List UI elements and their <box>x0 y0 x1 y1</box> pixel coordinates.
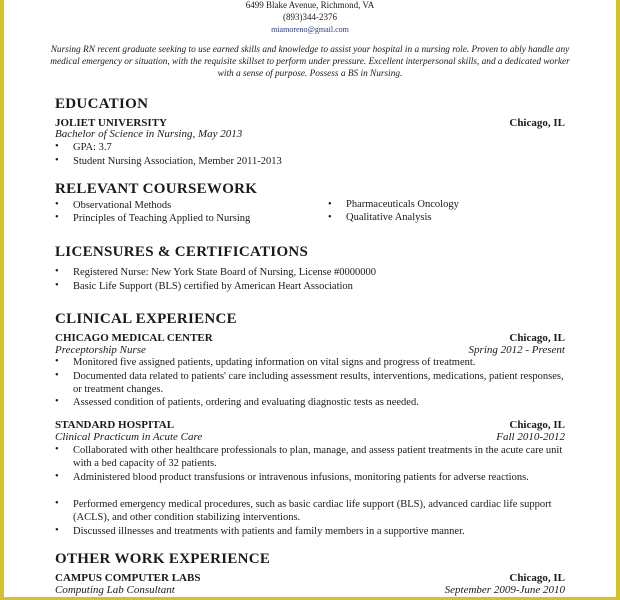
job-role: Computing Lab Consultant <box>55 584 175 596</box>
bullet-icon: • <box>328 212 332 223</box>
bullet-icon: • <box>55 280 59 291</box>
job-item: Documented data related to patients' care including assessment results, interventions, medications, patient responses, or treatment changes. <box>73 371 564 396</box>
job-org: STANDARD HOSPITAL <box>55 419 175 431</box>
job-location: Chicago, IL <box>509 572 565 584</box>
bullet-icon: • <box>55 498 59 509</box>
job-dates: Spring 2012 - Present <box>468 344 565 356</box>
bullet-icon: • <box>55 141 59 152</box>
school-name: JOLIET UNIVERSITY <box>55 117 167 129</box>
job-location: Chicago, IL <box>509 419 565 431</box>
job-org: CHICAGO MEDICAL CENTER <box>55 332 213 344</box>
bullet-icon: • <box>55 525 59 536</box>
job-item: Administered blood product transfusions or intravenous infusions, monitoring patients for adverse reactions. <box>73 472 529 483</box>
job-item: Discussed illnesses and treatments with patients and family members in a supportive manner. <box>73 526 465 537</box>
job-item: Assessed condition of patients, ordering and evaluating diagnostic tests as needed. <box>73 397 419 408</box>
bullet-icon: • <box>55 266 59 277</box>
license-item: Basic Life Support (BLS) certified by American Heart Association <box>73 281 353 292</box>
bullet-icon: • <box>55 356 59 367</box>
email: miamoreno@gmail.com <box>271 25 349 34</box>
job-org: CAMPUS COMPUTER LABS <box>55 572 201 584</box>
summary: Nursing RN recent graduate seeking to use earned skills and knowledge to assist your hospital in a nursing role. Proven to ably handle any medical emergency or situation, with the requisite skillset to perform under pressure. Excellent interpersonal skills, and a dedicated worker with a sense of purpose. Possess a BS in Nursing. <box>50 45 570 79</box>
education-item: Student Nursing Association, Member 2011-2013 <box>73 156 282 167</box>
job-dates: September 2009-June 2010 <box>444 584 565 596</box>
bullet-icon: • <box>55 199 59 210</box>
coursework-item: Qualitative Analysis <box>346 212 432 223</box>
bullet-icon: • <box>55 396 59 407</box>
bullet-icon: • <box>55 370 59 381</box>
bullet-icon: • <box>328 199 332 210</box>
coursework-item: Pharmaceuticals Oncology <box>346 199 459 210</box>
coursework-heading: RELEVANT COURSEWORK <box>55 181 258 197</box>
job-item: Collaborated with other healthcare professionals to plan, manage, and assess patient treatments in the acute care unit with a bed capacity of 32 patients. <box>73 445 563 470</box>
address: 6499 Blake Avenue, Richmond, VA <box>245 0 375 10</box>
bullet-icon: • <box>55 212 59 223</box>
job-item: Monitored five assigned patients, updating information on vital signs and progress of treatment. <box>73 357 476 368</box>
job-location: Chicago, IL <box>509 332 565 344</box>
coursework-item: Principles of Teaching Applied to Nursing <box>73 213 251 224</box>
licenses-heading: LICENSURES & CERTIFICATIONS <box>55 244 309 260</box>
education-item: GPA: 3.7 <box>73 142 112 153</box>
job-item: Performed emergency medical procedures, such as basic cardiac life support (BLS), advanced cardiac life support (ACLS), and other condition stabilizing interventions. <box>73 499 552 524</box>
coursework-item: Observational Methods <box>73 200 172 211</box>
bullet-icon: • <box>55 444 59 455</box>
job-role: Preceptorship Nurse <box>55 344 146 356</box>
degree: Bachelor of Science in Nursing, May 2013 <box>55 128 243 140</box>
job-role: Clinical Practicum in Acute Care <box>55 431 203 443</box>
job-dates: Fall 2010-2012 <box>496 431 565 443</box>
bullet-icon: • <box>55 471 59 482</box>
phone: (893)344-2376 <box>283 12 337 22</box>
license-item: Registered Nurse: New York State Board of Nursing, License #0000000 <box>73 267 376 278</box>
other-work-heading: OTHER WORK EXPERIENCE <box>55 551 271 567</box>
education-heading: EDUCATION <box>55 96 149 112</box>
school-location: Chicago, IL <box>509 117 565 129</box>
bullet-icon: • <box>55 155 59 166</box>
clinical-heading: CLINICAL EXPERIENCE <box>55 311 237 327</box>
